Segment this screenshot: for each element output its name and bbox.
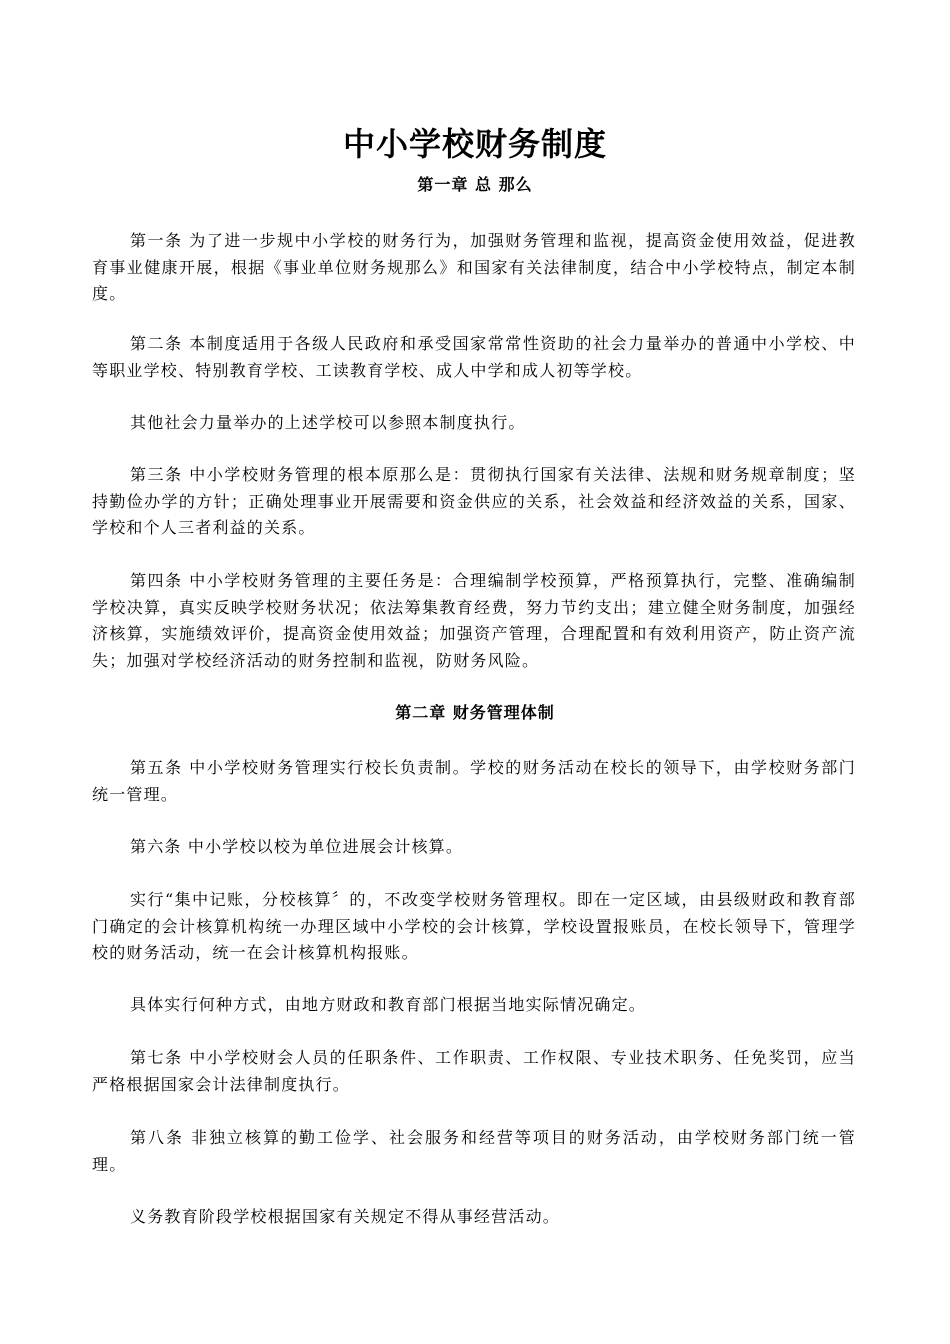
article-8-note-paragraph: 义务教育阶段学校根据国家有关规定不得从事经营活动。 [130,1207,561,1226]
document-title: 中小学校财务制度 [342,125,607,164]
article-4-paragraph: 第四条 中小学校财务管理的主要任务是：合理编制学校预算，严格预算执行，完整、准确编制学校决算，真实反映学校财务状况；依法筹集教育经费，努力节约支出；建立健全财务制度，加强经济核算，实施绩效评价，提高资金使用效益；加强资产管理，合理配置和有效利用资产，防止资产流失；加强对学校经济活动的财务控制和监视，防财务风险。 [92,571,856,670]
article-8-paragraph: 第八条 非独立核算的勤工俭学、社会服务和经营等项目的财务活动，由学校财务部门统一管理。 [92,1128,856,1174]
chapter-heading-1: 第一章 总 那么 [417,175,533,194]
chapter-heading-2: 第二章 财务管理体制 [395,703,555,722]
article-2-paragraph: 第二条 本制度适用于各级人民政府和承受国家常常性资助的社会力量举办的普通中小学校、中等职业学校、特别教育学校、工读教育学校、成人中学和成人初等学校。 [92,334,856,380]
article-7-paragraph: 第七条 中小学校财会人员的任职条件、工作职责、工作权限、专业技术职务、任免奖罚，应当严格根据国家会计法律制度执行。 [92,1048,856,1094]
article-3-paragraph: 第三条 中小学校财务管理的根本原那么是：贯彻执行国家有关法律、法规和财务规章制度；坚持勤俭办学的方针；正确处理事业开展需要和资金供应的关系，社会效益和经济效益的关系，国家、学校和个人三者利益的关系。 [92,465,856,537]
article-6-detail-paragraph: 实行“集中记账，分校核算〞的，不改变学校财务管理权。即在一定区域，由县级财政和教育部门确定的会计核算机构统一办理区域中小学校的会计核算，学校设置报账员，在校长领导下，管理学校的财务活动，统一在会计核算机构报账。 [92,890,856,962]
article-5-paragraph: 第五条 中小学校财务管理实行校长负责制。学校的财务活动在校长的领导下，由学校财务部门统一管理。 [92,758,856,804]
article-6-paragraph: 第六条 中小学校以校为单位进展会计核算。 [130,837,464,856]
article-2-supplement-paragraph: 其他社会力量举办的上述学校可以参照本制度执行。 [130,413,526,432]
article-6-note-paragraph: 具体实行何种方式，由地方财政和教育部门根据当地实际情况确定。 [130,995,647,1014]
article-1-paragraph: 第一条 为了进一步规中小学校的财务行为，加强财务管理和监视，提高资金使用效益，促进教育事业健康开展，根据《事业单位财务规那么》和国家有关法律制度，结合中小学校特点，制定本制度。 [92,231,856,303]
